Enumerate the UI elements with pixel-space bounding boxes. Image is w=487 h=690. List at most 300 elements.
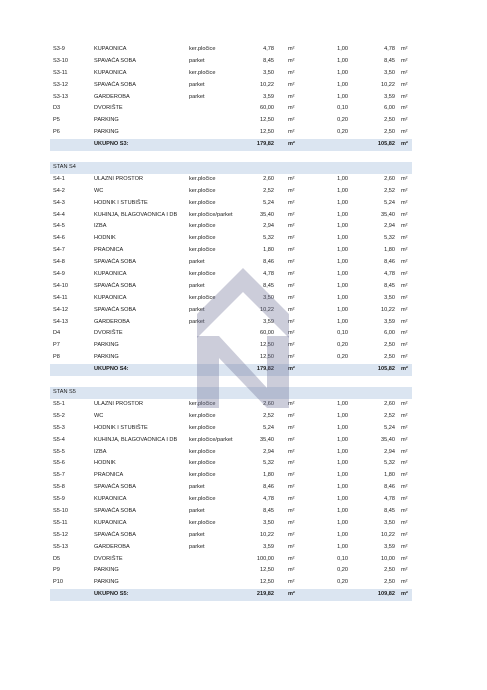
coefficient: 1,00 (337, 199, 348, 206)
room-name: SPAVAĆA SOBA (94, 57, 136, 64)
room-code: S4-12 (53, 306, 68, 313)
room-name: PARKING (94, 567, 119, 574)
area-unit: m² (401, 306, 408, 313)
net-area: 2,60 (384, 400, 395, 407)
room-code: S3-9 (53, 46, 65, 52)
area-unit: m² (401, 460, 408, 467)
room-name: SPAVAĆA SOBA (94, 531, 136, 538)
table-row (50, 506, 412, 518)
area-unit: m² (288, 543, 295, 550)
gross-area: 4,78 (263, 271, 274, 278)
floor-type: parket (189, 282, 205, 289)
gross-area: 10,22 (260, 531, 274, 538)
gross-area: 2,94 (263, 448, 274, 455)
table-row (50, 328, 412, 340)
area-unit: m² (288, 460, 295, 467)
gross-area: 8,46 (263, 484, 274, 491)
floor-type: ker.pločice (189, 46, 216, 52)
coefficient: 0,20 (337, 129, 348, 136)
area-unit: m² (288, 46, 295, 52)
area-unit: m² (288, 330, 295, 337)
table-row (50, 103, 412, 115)
coefficient: 1,00 (337, 235, 348, 242)
table-row (50, 458, 412, 470)
room-code: P8 (53, 354, 60, 361)
area-unit: m² (401, 211, 408, 218)
table-row (50, 210, 412, 222)
net-area: 35,40 (381, 436, 395, 443)
area-unit: m² (288, 235, 295, 242)
total-net-area: 105,82 (377, 141, 395, 148)
net-area: 8,45 (384, 507, 395, 514)
room-name: KUPAONICA (94, 69, 127, 76)
total-label: UKUPNO S3: (94, 141, 129, 148)
net-area: 5,24 (384, 424, 395, 431)
coefficient: 0,20 (337, 354, 348, 361)
room-name: KUPAONICA (94, 294, 127, 301)
gross-area: 10,22 (260, 306, 274, 313)
table-row (50, 530, 412, 542)
area-unit: m² (288, 555, 295, 562)
coefficient: 1,00 (337, 472, 348, 479)
area-unit: m² (288, 105, 295, 112)
area-unit: m² (401, 69, 408, 76)
floor-type: parket (189, 484, 205, 491)
net-area: 3,59 (384, 543, 395, 550)
gross-area: 3,50 (263, 519, 274, 526)
area-unit: m² (401, 187, 408, 194)
area-unit: m² (401, 591, 408, 598)
area-unit: m² (401, 93, 408, 100)
floor-type: ker.pločice (189, 400, 216, 407)
room-name: HODNIK I STUBIŠTE (94, 424, 148, 431)
table-row (50, 80, 412, 92)
net-area: 3,50 (384, 519, 395, 526)
room-code: D5 (53, 555, 61, 562)
total-gross-area: 179,82 (256, 366, 274, 373)
area-unit: m² (401, 567, 408, 574)
room-name: KUHINJA, BLAGOVAONICA I DB (94, 211, 178, 218)
area-unit: m² (288, 531, 295, 538)
gross-area: 2,52 (263, 412, 274, 419)
gross-area: 12,50 (260, 342, 274, 349)
table-row (50, 269, 412, 281)
table-row (50, 44, 412, 56)
area-unit: m² (288, 211, 295, 218)
table-row (50, 233, 412, 245)
area-unit: m² (288, 448, 295, 455)
room-name: PARKING (94, 579, 119, 586)
net-area: 2,50 (384, 342, 395, 349)
coefficient: 1,00 (337, 175, 348, 182)
table-row (50, 554, 412, 566)
area-unit: m² (288, 496, 295, 503)
table-row (50, 198, 412, 210)
room-code: S4-13 (53, 318, 68, 325)
floor-type: ker.pločice (189, 223, 216, 230)
table-row (50, 245, 412, 257)
gross-area: 1,80 (263, 472, 274, 479)
area-unit: m² (288, 354, 295, 361)
floor-type: ker.pločice/parket (189, 436, 233, 443)
gross-area: 2,60 (263, 400, 274, 407)
area-unit: m² (288, 306, 295, 313)
net-area: 35,40 (381, 211, 395, 218)
room-code: S4-5 (53, 223, 65, 230)
room-code: D4 (53, 330, 61, 337)
room-code: S5-2 (53, 412, 65, 419)
area-unit: m² (288, 472, 295, 479)
room-code: S4-9 (53, 271, 65, 278)
net-area: 10,22 (381, 81, 395, 88)
floor-type: ker.pločice (189, 199, 216, 206)
room-code: S4-3 (53, 199, 65, 206)
area-unit: m² (288, 342, 295, 349)
room-code: S3-12 (53, 81, 68, 88)
area-unit: m² (401, 484, 408, 491)
gross-area: 100,00 (256, 555, 274, 562)
room-name: PARKING (94, 129, 119, 136)
room-name: WC (94, 187, 104, 194)
net-area: 2,52 (384, 412, 395, 419)
area-unit: m² (401, 235, 408, 242)
gross-area: 8,45 (263, 282, 274, 289)
room-code: S5-10 (53, 507, 68, 514)
coefficient: 1,00 (337, 57, 348, 64)
gross-area: 2,94 (263, 223, 274, 230)
room-name: KUPAONICA (94, 519, 127, 526)
coefficient: 0,10 (337, 555, 348, 562)
room-code: S4-1 (53, 175, 65, 182)
net-area: 2,50 (384, 129, 395, 136)
gross-area: 12,50 (260, 117, 274, 124)
section-heading (50, 387, 412, 399)
net-area: 3,59 (384, 93, 395, 100)
room-code: S4-10 (53, 282, 68, 289)
table-row (50, 305, 412, 317)
net-area: 8,45 (384, 57, 395, 64)
net-area: 2,50 (384, 567, 395, 574)
net-area: 5,32 (384, 235, 395, 242)
coefficient: 1,00 (337, 282, 348, 289)
room-name: PARKING (94, 354, 119, 361)
total-label: UKUPNO S4: (94, 366, 129, 373)
net-area: 3,50 (384, 69, 395, 76)
total-gross-area: 179,82 (256, 141, 274, 148)
table-row (50, 186, 412, 198)
area-unit: m² (288, 129, 295, 136)
table-row (50, 352, 412, 364)
table-row (50, 411, 412, 423)
area-unit: m² (288, 199, 295, 206)
total-gross-area: 219,82 (256, 591, 274, 598)
area-unit: m² (401, 400, 408, 407)
coefficient: 0,10 (337, 105, 348, 112)
room-code: S4-8 (53, 259, 65, 266)
room-name: ULAZNI PROSTOR (94, 400, 144, 407)
coefficient: 0,20 (337, 342, 348, 349)
table-row (50, 542, 412, 554)
room-name: HODNIK I STUBIŠTE (94, 199, 148, 206)
room-name: GARDEROBA (94, 543, 130, 550)
room-name: SPAVAĆA SOBA (94, 306, 136, 313)
area-unit: m² (401, 342, 408, 349)
net-area: 6,00 (384, 330, 395, 337)
area-unit: m² (401, 271, 408, 278)
table-row (50, 340, 412, 352)
area-unit: m² (401, 579, 408, 586)
room-name: PRAONICA (94, 472, 124, 479)
area-unit: m² (288, 507, 295, 514)
floor-type: ker.pločice (189, 271, 216, 278)
room-name: KUPAONICA (94, 46, 127, 52)
total-row (50, 139, 412, 151)
gross-area: 4,78 (263, 46, 274, 52)
table-row (50, 470, 412, 482)
coefficient: 0,10 (337, 330, 348, 337)
gross-area: 2,52 (263, 187, 274, 194)
coefficient: 0,20 (337, 117, 348, 124)
area-unit: m² (401, 117, 408, 124)
area-unit: m² (288, 223, 295, 230)
coefficient: 1,00 (337, 187, 348, 194)
floor-type: parket (189, 57, 205, 64)
room-code: P6 (53, 129, 60, 136)
gross-area: 3,59 (263, 93, 274, 100)
gross-area: 12,50 (260, 579, 274, 586)
room-name: PARKING (94, 117, 119, 124)
table-row (50, 293, 412, 305)
room-name: DVORIŠTE (94, 555, 123, 562)
gross-area: 8,45 (263, 507, 274, 514)
gross-area: 60,00 (260, 330, 274, 337)
net-area: 10,22 (381, 306, 395, 313)
area-unit: m² (401, 57, 408, 64)
room-name: KUPAONICA (94, 496, 127, 503)
area-unit: m² (401, 496, 408, 503)
coefficient: 1,00 (337, 448, 348, 455)
room-code: S5-8 (53, 484, 65, 491)
room-code: S5-11 (53, 519, 68, 526)
room-name: SPAVAĆA SOBA (94, 507, 136, 514)
floor-type: ker.pločice (189, 294, 216, 301)
room-code: P10 (53, 579, 63, 586)
floor-type: parket (189, 93, 205, 100)
net-area: 3,59 (384, 318, 395, 325)
area-unit: m² (401, 330, 408, 337)
area-table (50, 44, 412, 601)
table-row (50, 221, 412, 233)
gross-area: 60,00 (260, 105, 274, 112)
area-unit: m² (401, 223, 408, 230)
room-code: S4-6 (53, 235, 65, 242)
table-row (50, 68, 412, 80)
coefficient: 1,00 (337, 424, 348, 431)
area-unit: m² (401, 448, 408, 455)
net-area: 2,60 (384, 175, 395, 182)
table-row (50, 174, 412, 186)
area-unit: m² (401, 318, 408, 325)
net-area: 2,50 (384, 579, 395, 586)
area-unit: m² (288, 519, 295, 526)
area-unit: m² (401, 294, 408, 301)
net-area: 8,46 (384, 259, 395, 266)
room-code: D3 (53, 105, 61, 112)
net-area: 8,45 (384, 282, 395, 289)
floor-type: ker.pločice (189, 175, 216, 182)
area-unit: m² (288, 484, 295, 491)
net-area: 4,78 (384, 271, 395, 278)
floor-type: parket (189, 81, 205, 88)
room-code: S5-9 (53, 496, 65, 503)
area-unit: m² (288, 282, 295, 289)
net-area: 1,80 (384, 472, 395, 479)
coefficient: 1,00 (337, 531, 348, 538)
area-unit: m² (288, 400, 295, 407)
net-area: 5,24 (384, 199, 395, 206)
coefficient: 1,00 (337, 496, 348, 503)
total-net-area: 109,82 (377, 591, 395, 598)
coefficient: 1,00 (337, 46, 348, 52)
coefficient: 1,00 (337, 436, 348, 443)
table-row (50, 56, 412, 68)
room-code: P7 (53, 342, 60, 349)
floor-type: ker.pločice (189, 69, 216, 76)
floor-type: parket (189, 543, 205, 550)
gross-area: 5,24 (263, 424, 274, 431)
room-code: S5-5 (53, 448, 65, 455)
area-unit: m² (288, 579, 295, 586)
table-row (50, 127, 412, 139)
gross-area: 3,50 (263, 69, 274, 76)
room-code: S5-4 (53, 436, 65, 443)
table-row (50, 518, 412, 530)
area-unit: m² (401, 46, 408, 52)
room-code: S5-1 (53, 400, 65, 407)
table-row (50, 577, 412, 589)
floor-type: ker.pločice (189, 235, 216, 242)
area-unit: m² (288, 366, 295, 373)
floor-type: parket (189, 507, 205, 514)
section-heading (50, 162, 412, 174)
area-unit: m² (288, 591, 295, 598)
net-area: 10,00 (381, 555, 395, 562)
coefficient: 1,00 (337, 93, 348, 100)
gross-area: 12,50 (260, 567, 274, 574)
coefficient: 1,00 (337, 318, 348, 325)
table-row (50, 257, 412, 269)
room-name: SPAVAĆA SOBA (94, 484, 136, 491)
coefficient: 1,00 (337, 507, 348, 514)
area-unit: m² (288, 412, 295, 419)
table-row (50, 482, 412, 494)
area-unit: m² (401, 247, 408, 254)
gross-area: 5,32 (263, 460, 274, 467)
area-unit: m² (401, 129, 408, 136)
area-unit: m² (288, 294, 295, 301)
room-name: DVORIŠTE (94, 330, 123, 337)
coefficient: 1,00 (337, 294, 348, 301)
gross-area: 3,50 (263, 294, 274, 301)
gross-area: 5,32 (263, 235, 274, 242)
area-unit: m² (401, 282, 408, 289)
table-row (50, 423, 412, 435)
floor-type: ker.pločice (189, 187, 216, 194)
room-name: GARDEROBA (94, 318, 130, 325)
area-unit: m² (288, 81, 295, 88)
area-unit: m² (401, 543, 408, 550)
table-row (50, 317, 412, 329)
area-unit: m² (288, 141, 295, 148)
floor-type: ker.pločice (189, 424, 216, 431)
room-code: P5 (53, 117, 60, 124)
floor-type: ker.pločice (189, 448, 216, 455)
coefficient: 1,00 (337, 247, 348, 254)
floor-type: parket (189, 318, 205, 325)
area-unit: m² (401, 555, 408, 562)
area-unit: m² (288, 57, 295, 64)
net-area: 8,46 (384, 484, 395, 491)
area-unit: m² (401, 259, 408, 266)
area-unit: m² (401, 436, 408, 443)
room-name: KUHINJA, BLAGOVAONICA I DB (94, 436, 178, 443)
net-area: 2,94 (384, 448, 395, 455)
net-area: 6,00 (384, 105, 395, 112)
floor-type: parket (189, 259, 205, 266)
net-area: 2,52 (384, 187, 395, 194)
area-unit: m² (288, 436, 295, 443)
net-area: 3,50 (384, 294, 395, 301)
gross-area: 3,59 (263, 318, 274, 325)
floor-type: parket (189, 306, 205, 313)
coefficient: 1,00 (337, 484, 348, 491)
coefficient: 1,00 (337, 69, 348, 76)
area-unit: m² (401, 472, 408, 479)
net-area: 2,94 (384, 223, 395, 230)
room-name: KUPAONICA (94, 271, 127, 278)
total-label: UKUPNO S5: (94, 591, 129, 598)
net-area: 10,22 (381, 531, 395, 538)
gross-area: 5,24 (263, 199, 274, 206)
gross-area: 12,50 (260, 129, 274, 136)
net-area: 4,78 (384, 46, 395, 52)
floor-type: ker.pločice (189, 412, 216, 419)
room-code: S4-4 (53, 211, 65, 218)
coefficient: 1,00 (337, 306, 348, 313)
table-row (50, 435, 412, 447)
net-area: 1,80 (384, 247, 395, 254)
net-area: 4,78 (384, 496, 395, 503)
table-row (50, 115, 412, 127)
room-name: HODNIK (94, 460, 116, 467)
area-unit: m² (401, 81, 408, 88)
room-name: DVORIŠTE (94, 105, 123, 112)
area-unit: m² (288, 93, 295, 100)
room-name: GARDEROBA (94, 93, 130, 100)
coefficient: 1,00 (337, 81, 348, 88)
room-code: S4-2 (53, 187, 65, 194)
gross-area: 8,46 (263, 259, 274, 266)
coefficient: 1,00 (337, 211, 348, 218)
area-unit: m² (401, 531, 408, 538)
area-unit: m² (288, 259, 295, 266)
table-row (50, 399, 412, 411)
room-name: PRAONICA (94, 247, 124, 254)
gross-area: 10,22 (260, 81, 274, 88)
room-name: ULAZNI PROSTOR (94, 175, 144, 182)
room-name: IZBA (94, 448, 107, 455)
area-unit: m² (401, 175, 408, 182)
